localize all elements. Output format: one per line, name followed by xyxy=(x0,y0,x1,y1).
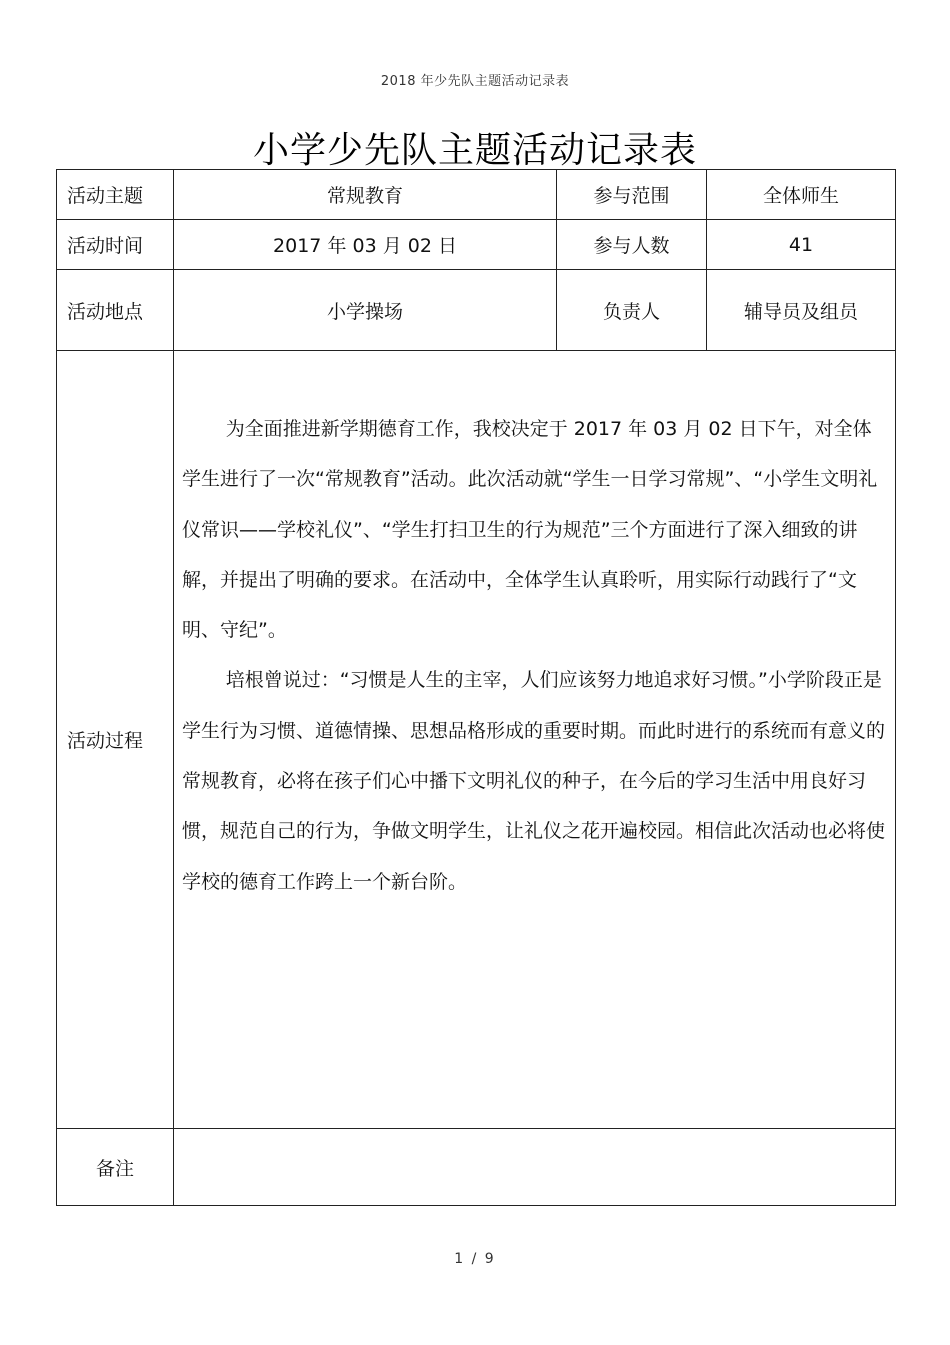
leader-label: 负责人 xyxy=(557,270,707,351)
table-row xyxy=(57,220,896,270)
page-title: 小学少先队主题活动记录表 xyxy=(252,130,697,171)
process-paragraph-1: 为全面推进新学期德育工作，我校决定于 2017 年 03 月 02 日下午，对全体学生进行了一次“常规教育”活动。此次活动就“学生一日学习常规”、“小学生文明礼仪常识——学校礼仪”、“学生打扫卫生的行为规范”三个方面进行了深入细致的讲解，并提出了明确的要求。在活动中，全体学生认真聆听，用实际行动践行了“文明、守纪”。 xyxy=(182,418,878,642)
time-value: 2017 年 03 月 02 日 xyxy=(174,220,557,270)
table-row xyxy=(57,351,896,1129)
table-row xyxy=(57,270,896,351)
location-label: 活动地点 xyxy=(57,270,174,351)
theme-value: 常规教育 xyxy=(174,170,557,220)
page-number: 1 / 9 xyxy=(454,1251,496,1267)
scope-value: 全体师生 xyxy=(707,170,896,220)
table-row xyxy=(57,170,896,220)
remarks-label: 备注 xyxy=(57,1129,174,1206)
scope-label: 参与范围 xyxy=(557,170,707,220)
process-paragraph-2: 培根曾说过：“习惯是人生的主宰，人们应该努力地追求好习惯。”小学阶段正是学生行为习惯、道德情操、思想品格形成的重要时期。而此时进行的系统而有意义的常规教育，必将在孩子们心中播下文明礼仪的种子，在今后的学习生活中用良好习惯，规范自己的行为，争做文明学生，让礼仪之花开遍校园。相信此次活动也必将使学校的德育工作跨上一个新台阶。 xyxy=(182,669,886,893)
time-label: 活动时间 xyxy=(57,220,174,270)
participant-count-label: 参与人数 xyxy=(557,220,707,270)
process-label: 活动过程 xyxy=(57,351,174,1129)
table-row xyxy=(57,1129,896,1206)
activity-record-table xyxy=(56,169,896,1206)
page-header: 2018 年少先队主题活动记录表 xyxy=(380,74,570,89)
participant-count-value: 41 xyxy=(707,220,896,270)
leader-value: 辅导员及组员 xyxy=(707,270,896,351)
location-value: 小学操场 xyxy=(174,270,557,351)
theme-label: 活动主题 xyxy=(57,170,174,220)
process-content xyxy=(174,351,896,1129)
remarks-value xyxy=(174,1129,896,1206)
